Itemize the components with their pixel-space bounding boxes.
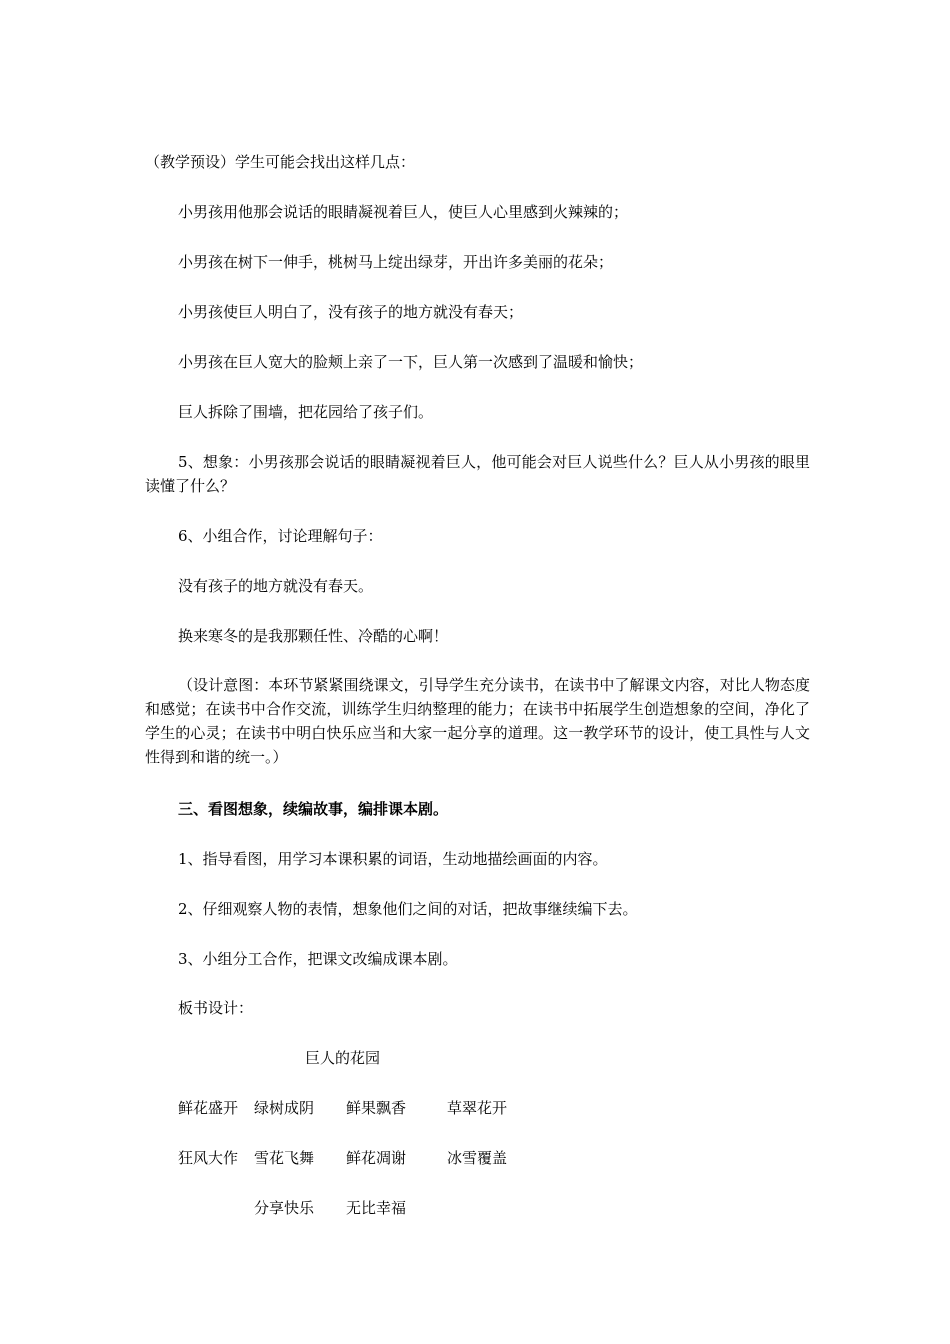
- point-line-3: 小男孩使巨人明白了，没有孩子的地方就没有春天；: [178, 303, 524, 321]
- board-row2-cell: 冰雪覆盖: [447, 1149, 508, 1167]
- board-row1-cell: 鲜花盛开: [178, 1099, 239, 1117]
- point-line-4: 小男孩在巨人宽大的脸颊上亲了一下，巨人第一次感到了温暖和愉快；: [178, 353, 644, 371]
- section-heading: 三、看图想象，续编故事，编排课本剧。: [178, 800, 449, 818]
- sentence-line-1: 没有孩子的地方就没有春天。: [178, 577, 374, 595]
- imagination-paragraph: 5、想象：小男孩那会说话的眼睛凝视着巨人，他可能会对巨人说些什么？巨人从小男孩的眼里读懂了什么？: [145, 453, 810, 495]
- step-line-3: 3、小组分工合作，把课文改编成课本剧。: [178, 950, 458, 968]
- sentence-line-2: 换来寒冬的是我那颗任性、冷酷的心啊！: [178, 627, 449, 645]
- design-intent-paragraph: （设计意图：本环节紧紧围绕课文，引导学生充分读书，在读书中了解课文内容，对比人物态度和感觉；在读书中合作交流，训练学生归纳整理的能力；在读书中拓展学生创造想象的空间，净化了学生的心灵；在读书中明白快乐应当和大家一起分享的道理。这一教学环节的设计，使工具性与人文性得到和谐的统一。）: [145, 676, 810, 766]
- teaching-preset-line: （教学预设）学生可能会找出这样几点：: [145, 153, 416, 171]
- point-line-5: 巨人拆除了围墙，把花园给了孩子们。: [178, 403, 434, 421]
- board-row3-cell: 无比幸福: [346, 1199, 407, 1217]
- board-row1-cell: 草翠花开: [447, 1099, 508, 1117]
- board-row3-cell: 分享快乐: [254, 1199, 315, 1217]
- step-line-1: 1、指导看图，用学习本课积累的词语，生动地描绘画面的内容。: [178, 850, 608, 868]
- board-row1-cell: 绿树成阴: [254, 1099, 315, 1117]
- board-design-label: 板书设计：: [178, 999, 254, 1017]
- board-row1-cell: 鲜果飘香: [346, 1099, 407, 1117]
- board-row2-cell: 狂风大作: [178, 1149, 239, 1167]
- board-title: 巨人的花园: [305, 1049, 381, 1067]
- board-row2-cell: 雪花飞舞: [254, 1149, 315, 1167]
- step-line-2: 2、仔细观察人物的表情，想象他们之间的对话，把故事继续编下去。: [178, 900, 638, 918]
- point-line-2: 小男孩在树下一伸手，桃树马上绽出绿芽，开出许多美丽的花朵；: [178, 253, 614, 271]
- group-work-line: 6、小组合作，讨论理解句子：: [178, 527, 383, 545]
- board-row2-cell: 鲜花凋谢: [346, 1149, 407, 1167]
- point-line-1: 小男孩用他那会说话的眼睛凝视着巨人，使巨人心里感到火辣辣的；: [178, 203, 629, 221]
